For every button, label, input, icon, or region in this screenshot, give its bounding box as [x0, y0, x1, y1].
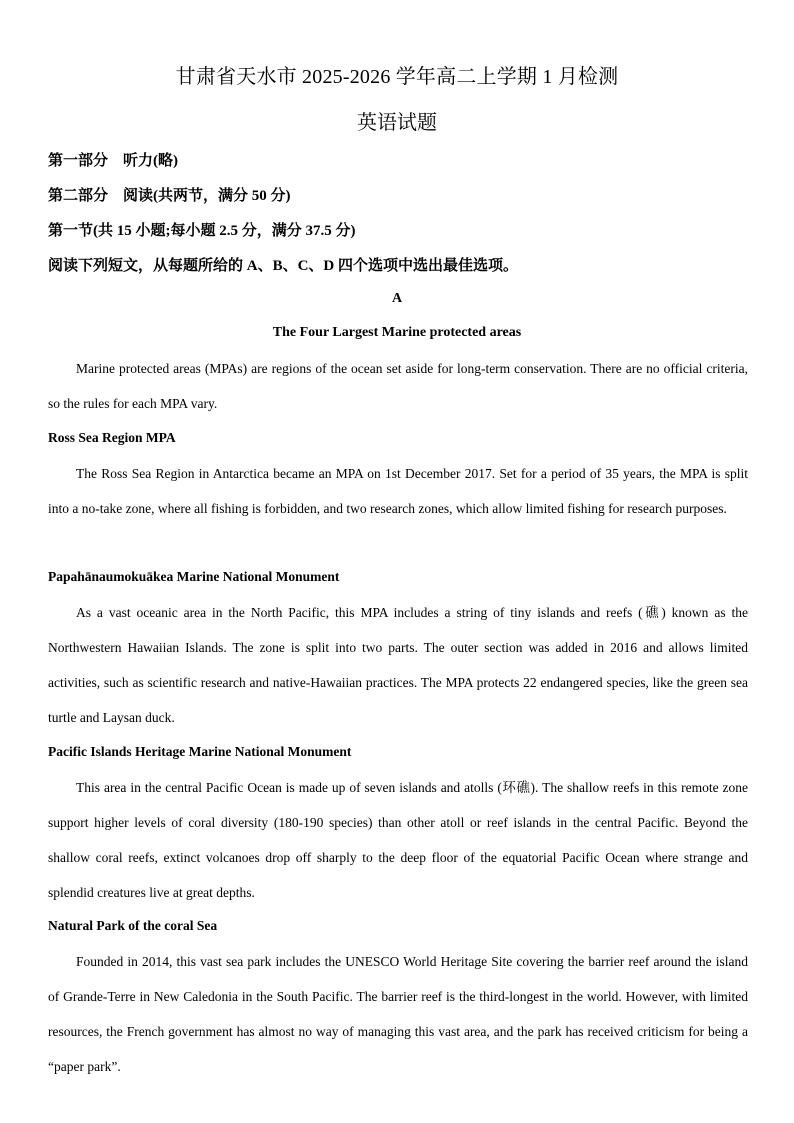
part2-heading: 第二部分 阅读(共两节，满分 50 分) — [48, 188, 291, 204]
part1-heading: 第一部分 听力(略) — [48, 153, 178, 169]
item-heading-papahanaumokuakea: Papahānaumokuākea Marine National Monument — [48, 569, 340, 584]
item-text-ross-sea: The Ross Sea Region in Antarctica became an MPA on 1st December 2017. Set for a period of 35 years, the MPA is split into a no-take zone, where all fishing is forbidden, and two research zones, which allow limited fishing for research purposes. — [48, 466, 748, 516]
passage-intro: Marine protected areas (MPAs) are regions of the ocean set aside for long-term conservation. There are no official criteria, so the rules for each MPA vary. — [48, 361, 748, 411]
passage-label: A — [391, 291, 403, 306]
document-subtitle: 英语试题 — [357, 112, 437, 134]
item-heading-ross-sea: Ross Sea Region MPA — [48, 430, 176, 445]
item-heading-coral-sea: Natural Park of the coral Sea — [48, 918, 218, 933]
section1-heading: 第一节(共 15 小题;每小题 2.5 分，满分 37.5 分) — [48, 223, 356, 239]
item-heading-pacific-islands: Pacific Islands Heritage Marine National Monument — [48, 744, 352, 759]
item-text-papahanaumokuakea: As a vast oceanic area in the North Pacific, this MPA includes a string of tiny islands and reefs (礁) known as the Northwestern Hawaiian Islands. The zone is split into two parts. The outer section was added in 2016 and allows limited activities, such as scientific research and native-Hawaiian practices. The MPA protects 22 endangered species, like the green sea turtle and Laysan duck. — [48, 605, 748, 725]
item-text-coral-sea: Founded in 2014, this vast sea park includes the UNESCO World Heritage Site covering the barrier reef around the island of Grande-Terre in New Caledonia in the South Pacific. The barrier reef is the third-longest in the world. However, with limited resources, the French government has almost no way of managing this vast area, and the park has received criticism for being a “paper park”. — [48, 954, 748, 1074]
item-text-pacific-islands: This area in the central Pacific Ocean is made up of seven islands and atolls (环礁). The shallow reefs in this remote zone support higher levels of coral diversity (180-190 species) than other atoll or reef islands in the central Pacific. Beyond the shallow coral reefs, extinct volcanoes drop off sharply to the deep floor of the equatorial Pacific Ocean where strange and splendid creatures live at great depths. — [48, 780, 748, 900]
passage-title: The Four Largest Marine protected areas — [272, 325, 522, 340]
instruction-text: 阅读下列短文，从每题所给的 A、B、C、D 四个选项中选出最佳选项。 — [48, 258, 519, 274]
document-title: 甘肃省天水市 2025-2026 学年高二上学期 1 月检测 — [175, 66, 619, 88]
